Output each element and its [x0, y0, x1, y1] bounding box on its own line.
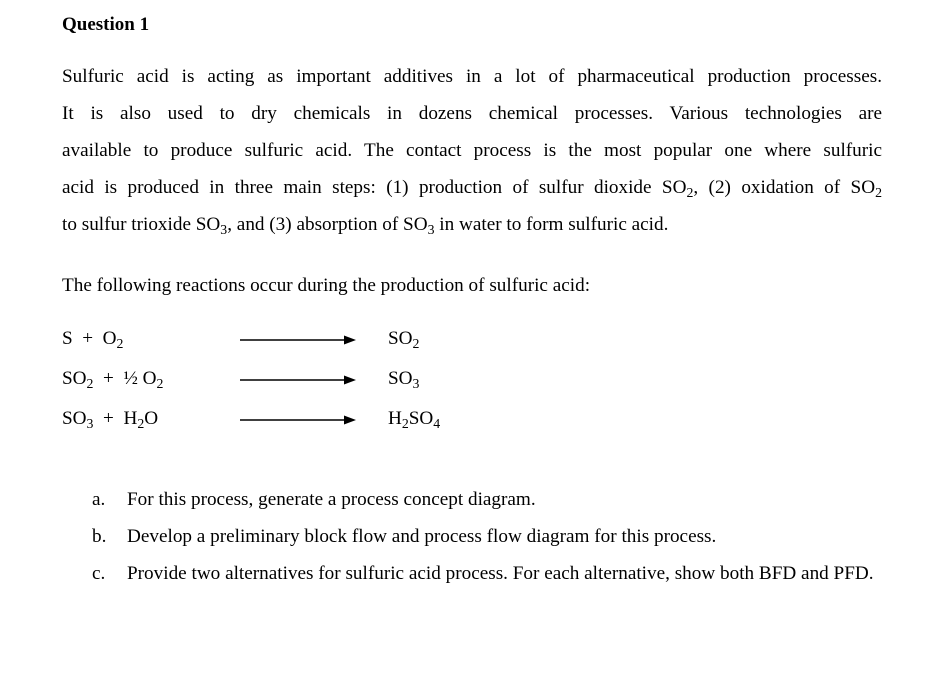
intro-line-3 [62, 132, 882, 169]
task-text: Develop a preliminary block flow and process flow diagram for this process. [127, 526, 717, 547]
task-list [92, 481, 892, 592]
r1-rhs-a: SO [388, 328, 413, 349]
reaction-2-reactants [62, 368, 163, 390]
r2-rhs-sub: 3 [412, 375, 420, 391]
intro-text-5b: , and (3) absorption of SO [227, 214, 428, 235]
reaction-arrow-icon [240, 334, 356, 346]
intro-text-4b: , (2) oxidation of SO [693, 177, 876, 198]
reaction-3-products [388, 408, 440, 430]
question-title: Question 1 [62, 14, 150, 35]
r1-rhs-sub: 2 [412, 335, 420, 351]
r1-lhs-a: S + O [62, 328, 117, 349]
r2-lhs-b: + ½ O [93, 368, 157, 389]
intro-text-3: available to produce sulfuric acid. The contact process is the most popular one where sulfuric [62, 140, 882, 161]
list-item [92, 555, 892, 592]
r3-lhs-a: SO [62, 408, 87, 429]
intro-text-5a: to sulfur trioxide SO [62, 214, 221, 235]
reaction-1-products [388, 328, 419, 350]
reaction-arrow-icon [240, 374, 356, 386]
intro-sub-1: 2 [686, 184, 694, 200]
intro-text-2: It is also used to dry chemicals in dozens chemical processes. Various technologies are [62, 103, 882, 124]
reaction-1-reactants [62, 328, 123, 350]
list-marker: a. [92, 489, 106, 510]
intro-line-2 [62, 95, 882, 132]
intro-line-5 [62, 206, 882, 243]
r1-lhs-sub: 2 [116, 335, 124, 351]
list-item [92, 518, 892, 555]
r3-rhs-b: SO [408, 408, 434, 429]
intro-text-4a: acid is produced in three main steps: (1) production of sulfur dioxide SO [62, 177, 687, 198]
task-text: Provide two alternatives for sulfuric acid process. For each alternative, show both BFD and PFD. [127, 563, 874, 584]
intro-text-1: Sulfuric acid is acting as important additives in a lot of pharmaceutical production processes. [62, 66, 882, 87]
r3-lhs-c: O [144, 408, 159, 429]
reaction-row-3 [0, 404, 950, 434]
r3-rhs-a: H [388, 408, 402, 429]
reactions-intro: The following reactions occur during the production of sulfuric acid: [62, 275, 591, 296]
intro-line-1 [62, 58, 882, 95]
list-marker: b. [92, 526, 107, 547]
intro-paragraph [62, 58, 882, 243]
r3-lhs-sub1: 3 [86, 415, 94, 431]
r2-lhs-a: SO [62, 368, 87, 389]
r3-rhs-sub2: 4 [433, 415, 441, 431]
reaction-row-1 [0, 324, 950, 354]
r2-lhs-sub1: 2 [86, 375, 94, 391]
intro-line-4 [62, 169, 882, 206]
intro-sub-3: 3 [220, 221, 228, 237]
task-text: For this process, generate a process concept diagram. [127, 489, 536, 510]
list-marker: c. [92, 563, 106, 584]
list-item [92, 481, 892, 518]
r2-lhs-sub2: 2 [156, 375, 164, 391]
intro-sub-4: 3 [427, 221, 435, 237]
r3-lhs-sub2: 2 [137, 415, 145, 431]
reaction-arrow-icon [240, 414, 356, 426]
intro-text-5c: in water to form sulfuric acid. [434, 214, 669, 235]
r2-rhs-a: SO [388, 368, 413, 389]
intro-sub-2: 2 [875, 184, 882, 200]
r3-lhs-b: + H [93, 408, 138, 429]
reaction-row-2 [0, 364, 950, 394]
r3-rhs-sub1: 2 [401, 415, 409, 431]
reaction-2-products [388, 368, 419, 390]
reaction-3-reactants [62, 408, 158, 430]
